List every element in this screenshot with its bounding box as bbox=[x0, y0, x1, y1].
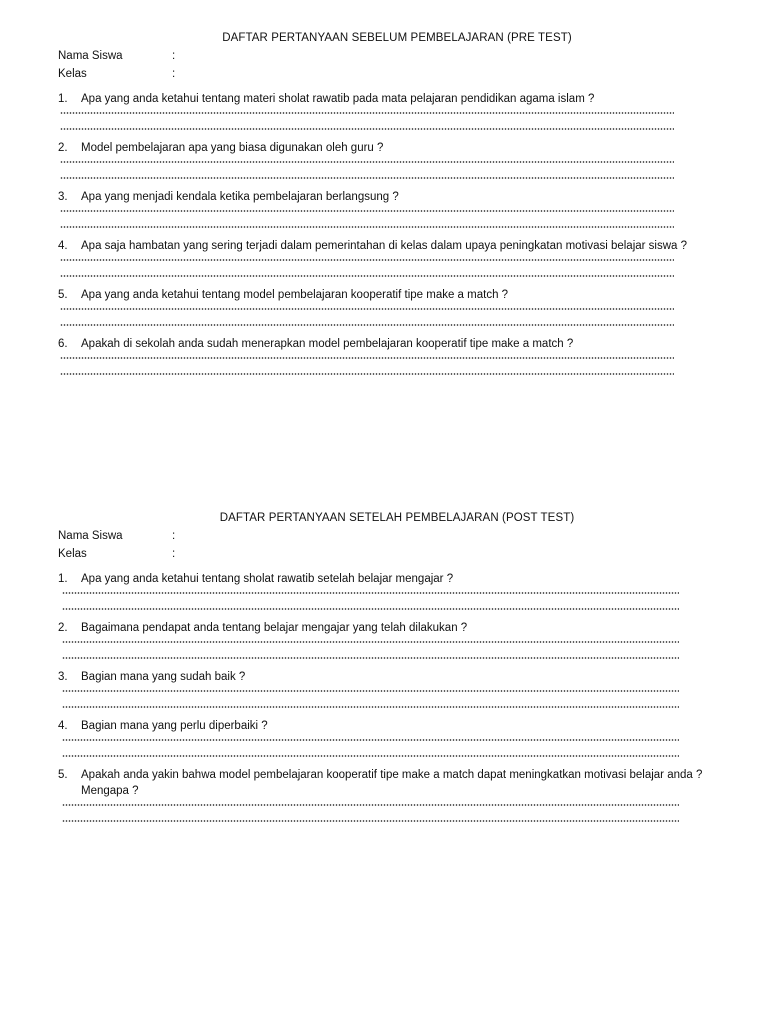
field-colon: : bbox=[172, 548, 176, 560]
question-number: 4. bbox=[58, 720, 68, 732]
question-text-row bbox=[58, 669, 730, 685]
question-number: 6. bbox=[58, 338, 68, 350]
answer-line[interactable] bbox=[60, 357, 674, 359]
answer-line[interactable] bbox=[60, 161, 674, 163]
pre-test-title: DAFTAR PERTANYAAN SEBELUM PEMBELAJARAN (PRE TEST) bbox=[222, 32, 572, 44]
post-test-fields bbox=[58, 527, 730, 563]
question-text: Apakah di sekolah anda sudah menerapkan model pembelajaran kooperatif tipe make a match ? bbox=[81, 338, 574, 350]
question-text: Apa yang anda ketahui tentang sholat rawatib setelah belajar mengajar ? bbox=[81, 573, 454, 585]
question-text-row bbox=[58, 571, 730, 587]
question-item bbox=[58, 336, 730, 375]
field-nama-siswa bbox=[58, 47, 730, 65]
answer-line[interactable] bbox=[60, 210, 674, 212]
answer-line[interactable] bbox=[60, 177, 674, 179]
question-text-row bbox=[58, 189, 730, 205]
question-item bbox=[58, 189, 730, 228]
question-item bbox=[58, 718, 730, 757]
question-item bbox=[58, 669, 730, 708]
field-colon: : bbox=[172, 68, 176, 80]
question-item bbox=[58, 238, 730, 277]
pre-test-section bbox=[58, 30, 730, 385]
question-text: Bagian mana yang sudah baik ? bbox=[81, 671, 246, 683]
answer-line[interactable] bbox=[60, 259, 674, 261]
answer-line[interactable] bbox=[62, 820, 679, 822]
answer-line[interactable] bbox=[60, 275, 674, 277]
field-label: Nama Siswa bbox=[58, 50, 123, 62]
question-number: 4. bbox=[58, 240, 68, 252]
answer-line[interactable] bbox=[62, 641, 679, 643]
answer-line[interactable] bbox=[60, 226, 674, 228]
question-text: Apa yang menjadi kendala ketika pembelajaran berlangsung ? bbox=[81, 191, 399, 203]
answer-line[interactable] bbox=[60, 128, 674, 130]
answer-line[interactable] bbox=[62, 706, 679, 708]
question-text-row bbox=[58, 620, 730, 636]
question-number: 5. bbox=[58, 769, 68, 781]
question-text-row bbox=[58, 238, 730, 254]
question-item bbox=[58, 620, 730, 659]
question-text-row bbox=[58, 287, 730, 303]
answer-line[interactable] bbox=[62, 657, 679, 659]
answer-line[interactable] bbox=[60, 112, 674, 114]
field-colon: : bbox=[172, 50, 176, 62]
pre-test-fields bbox=[58, 47, 730, 83]
question-number: 2. bbox=[58, 142, 68, 154]
field-nama-siswa bbox=[58, 527, 730, 545]
field-label: Nama Siswa bbox=[58, 530, 123, 542]
question-text: Apa yang anda ketahui tentang model pembelajaran kooperatif tipe make a match ? bbox=[81, 289, 509, 301]
question-text-row bbox=[58, 336, 730, 352]
field-colon: : bbox=[172, 530, 176, 542]
question-text-row bbox=[58, 91, 730, 107]
question-text-row bbox=[58, 140, 730, 156]
question-text: Apa yang anda ketahui tentang materi sholat rawatib pada mata pelajaran pendidikan agama islam ? bbox=[81, 93, 595, 105]
question-text: Apa saja hambatan yang sering terjadi dalam pemerintahan di kelas dalam upaya peningkatan motivasi belajar siswa ? bbox=[81, 240, 688, 252]
answer-line[interactable] bbox=[62, 608, 679, 610]
question-number: 1. bbox=[58, 93, 68, 105]
question-item bbox=[58, 767, 730, 822]
question-number: 2. bbox=[58, 622, 68, 634]
field-kelas bbox=[58, 545, 730, 563]
question-text-row bbox=[58, 767, 730, 799]
answer-line[interactable] bbox=[62, 690, 679, 692]
question-item bbox=[58, 140, 730, 179]
pre-test-questions bbox=[58, 91, 730, 375]
question-item bbox=[58, 571, 730, 610]
answer-line[interactable] bbox=[62, 592, 679, 594]
field-label: Kelas bbox=[58, 548, 87, 560]
answer-line[interactable] bbox=[62, 755, 679, 757]
question-number: 1. bbox=[58, 573, 68, 585]
question-number: 5. bbox=[58, 289, 68, 301]
question-text: Bagian mana yang perlu diperbaiki ? bbox=[81, 720, 268, 732]
question-item bbox=[58, 287, 730, 326]
post-test-questions bbox=[58, 571, 730, 822]
answer-line[interactable] bbox=[62, 804, 679, 806]
field-label: Kelas bbox=[58, 68, 87, 80]
answer-line[interactable] bbox=[60, 373, 674, 375]
post-test-title: DAFTAR PERTANYAAN SETELAH PEMBELAJARAN (POST TEST) bbox=[219, 512, 575, 524]
question-number: 3. bbox=[58, 191, 68, 203]
question-text-row bbox=[58, 718, 730, 734]
question-number: 3. bbox=[58, 671, 68, 683]
answer-line[interactable] bbox=[60, 308, 674, 310]
question-item bbox=[58, 91, 730, 130]
question-text: Apakah anda yakin bahwa model pembelajaran kooperatif tipe make a match dapat meningkatkan motivasi belajar anda ? Mengapa ? bbox=[81, 769, 703, 797]
post-test-section bbox=[58, 510, 730, 832]
question-text: Bagaimana pendapat anda tentang belajar mengajar yang telah dilakukan ? bbox=[81, 622, 468, 634]
answer-line[interactable] bbox=[62, 739, 679, 741]
field-kelas bbox=[58, 65, 730, 83]
answer-line[interactable] bbox=[60, 324, 674, 326]
question-text: Model pembelajaran apa yang biasa digunakan oleh guru ? bbox=[81, 142, 384, 154]
